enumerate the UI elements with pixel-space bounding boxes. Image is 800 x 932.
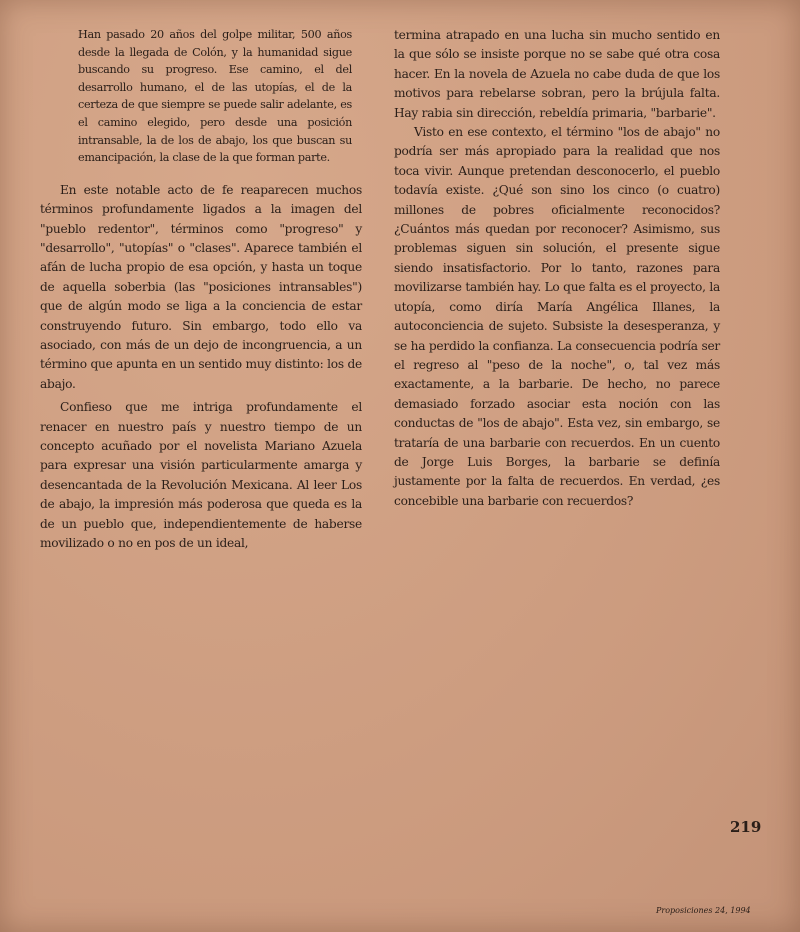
left-paragraph-1: En este notable acto de fe reaparecen muchos términos profundamente ligados a la imagen del "pueblo redentor", términos como "progreso" y "desarrollo", "utopías" o "clases". Aparece también el afán de lucha propio de esa opción, y hasta un toque de aquella soberbia (las "posiciones intransables") que de algún modo se liga a la conciencia de estar construyendo futuro. Sin embargo, todo ello va asociado, con más de un dejo de incongruencia, a un término que apunta en un sentido muy distinto: los de abajo. (40, 182, 362, 391)
right-paragraph-2: Visto en ese contexto, el término "los de abajo" no podría ser más apropiado para la realidad que nos toca vivir. Aunque pretendan desconocerlo, el pueblo todavía existe. ¿Qué son sino los cinco (o cuatro) millones de pobres oficialmente reconocidos? ¿Cuántos más quedan por reconocer? Asimismo, sus problemas siguen sin solución, el presente sigue siendo insatisfactorio. Por lo tanto, razones para movilizarse también hay. Lo que falta es el proyecto, la utopía, como diría María Angélica Illanes, la autoconciencia de sujeto. Subsiste la desesperanza, y se ha perdido la confianza. La consecuencia podría ser el regreso al "peso de la noche", o, tal vez más exactamente, a la barbarie. De hecho, no parece demasiado forzado asociar esta noción con las conductas de "los de abajo". Esta vez, sin embargo, se trataría de una barbarie con recuerdos. En un cuento de Jorge Luis Borges, la barbarie se definía justamente por la falta de recuerdos. En verdad, ¿es concebible una barbarie con recuerdos? (394, 125, 720, 508)
right-column (394, 26, 720, 511)
right-paragraph-1: termina atrapado en una lucha sin mucho sentido en la que sólo se insiste porque no se sabe qué otra cosa hacer. En la novela de Azuela no cabe duda de que los motivos para rebelarse sobran, pero la brújula falta. Hay rabia sin dirección, rebeldía primaria, "barbarie". (394, 28, 720, 120)
left-paragraph-2: Confieso que me intriga profundamente el renacer en nuestro país y nuestro tiempo de un concepto acuñado por el novelista Mariano Azuela para expresar una visión particularmente amarga y desencantada de la Revolución Mexicana. Al leer Los de abajo, la impresión más poderosa que queda es la de un pueblo que, independientemente de haberse movilizado o no en pos de un ideal, (40, 400, 362, 551)
left-column (40, 26, 362, 553)
page-number: 219 (730, 818, 762, 836)
block-quote (78, 26, 352, 167)
quote-text: Han pasado 20 años del golpe militar, 500 años desde la llegada de Colón, y la humanidad sigue buscando su progreso. Ese camino, el del desarrollo humano, el de las utopías, el de la certeza de que siempre se puede salir adelante, es el camino elegido, pero desde una posición intransable, la de los de abajo, los que buscan su emancipación, la clase de la que forman parte. (78, 28, 352, 165)
footer-note: Proposiciones 24, 1994 (656, 906, 751, 915)
